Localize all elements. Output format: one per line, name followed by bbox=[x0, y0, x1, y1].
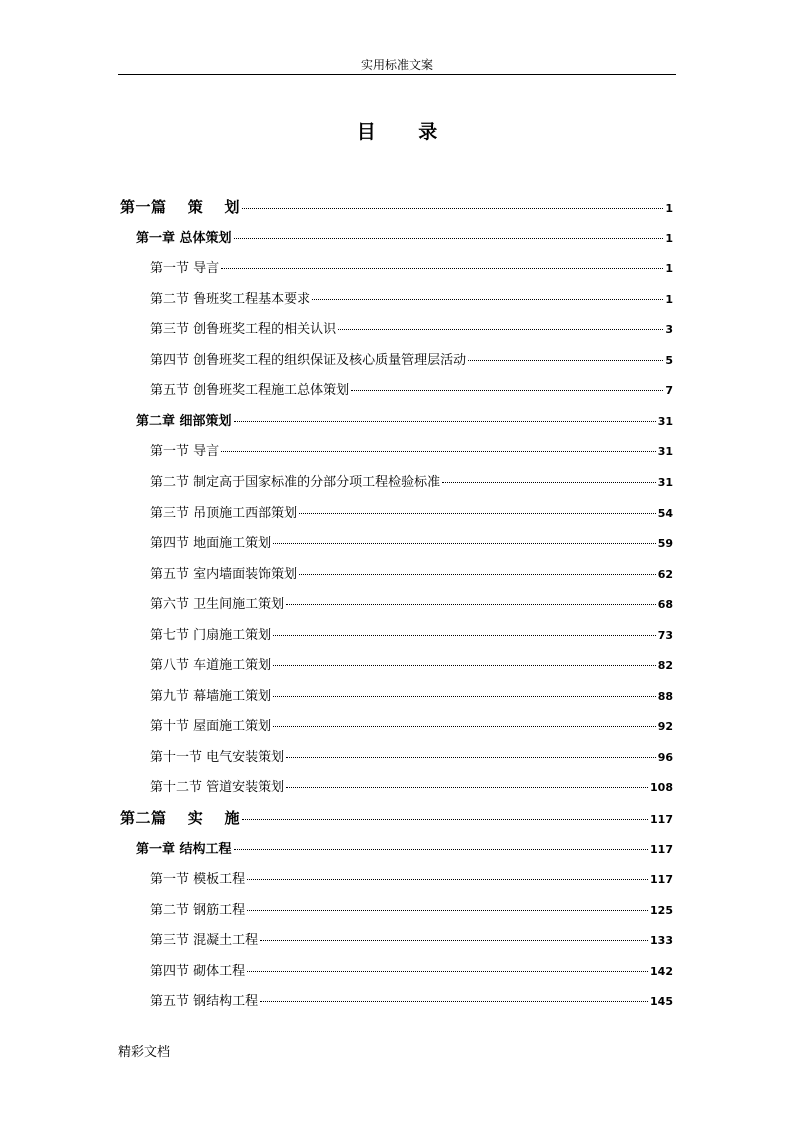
toc-entry-page-number: 96 bbox=[657, 751, 673, 764]
toc-entry-page-number: 145 bbox=[650, 995, 673, 1008]
toc-entry-label: 第九节 幕墙施工策划 bbox=[150, 689, 272, 704]
toc-leader-dots bbox=[299, 574, 656, 575]
toc-entry-page-number: 82 bbox=[657, 659, 673, 672]
toc-entry-label: 第十一节 电气安装策划 bbox=[150, 750, 285, 765]
toc-entry-page-number: 31 bbox=[657, 415, 673, 428]
toc-entry-page-number: 88 bbox=[657, 690, 673, 703]
toc-entry-page-number: 133 bbox=[650, 934, 673, 947]
toc-entry-label: 第一节 模板工程 bbox=[150, 872, 246, 887]
toc-title: 目 录 bbox=[356, 121, 456, 143]
toc-entry[interactable] bbox=[136, 410, 673, 429]
toc-entry-label: 第一章 结构工程 bbox=[136, 842, 232, 857]
toc-leader-dots bbox=[247, 910, 648, 911]
toc-leader-dots bbox=[273, 635, 656, 636]
toc-leader-dots bbox=[273, 543, 656, 544]
toc-leader-dots bbox=[247, 879, 648, 880]
toc-entry-page-number: 1 bbox=[665, 232, 673, 245]
toc-leader-dots bbox=[286, 757, 656, 758]
toc-leader-dots bbox=[351, 390, 663, 391]
toc-entry-label: 第四节 地面施工策划 bbox=[150, 536, 272, 551]
toc-leader-dots bbox=[299, 513, 656, 514]
toc-leader-dots bbox=[221, 268, 663, 269]
header-rule bbox=[118, 74, 676, 75]
toc-entry-label: 第十二节 管道安装策划 bbox=[150, 780, 285, 795]
toc-entry-label: 第一节 导言 bbox=[150, 444, 220, 459]
toc-entry-page-number: 59 bbox=[657, 537, 673, 550]
toc-leader-dots bbox=[234, 238, 664, 239]
toc-entry-label: 第二篇 实 施 bbox=[120, 809, 240, 827]
toc-entry-page-number: 7 bbox=[665, 384, 673, 397]
toc-entry-label: 第七节 门扇施工策划 bbox=[150, 628, 272, 643]
toc-entry-page-number: 117 bbox=[650, 873, 673, 886]
toc-entry-label: 第五节 室内墙面装饰策划 bbox=[150, 567, 298, 582]
toc-entry-page-number: 1 bbox=[665, 202, 673, 215]
toc-entry-page-number: 142 bbox=[650, 965, 673, 978]
toc-entry[interactable] bbox=[150, 471, 673, 490]
toc-entry[interactable] bbox=[150, 349, 673, 368]
toc-entry[interactable] bbox=[150, 899, 673, 918]
toc-entry-label: 第三节 创鲁班奖工程的相关认识 bbox=[150, 322, 337, 337]
toc-entry[interactable] bbox=[150, 288, 673, 307]
toc-entry-page-number: 5 bbox=[665, 354, 673, 367]
toc-entry-page-number: 1 bbox=[665, 262, 673, 275]
toc-leader-dots bbox=[260, 940, 648, 941]
toc-entry[interactable] bbox=[120, 807, 673, 828]
toc-entry-label: 第二节 制定高于国家标准的分部分项工程检验标准 bbox=[150, 475, 441, 490]
toc-entry[interactable] bbox=[150, 929, 673, 948]
toc-leader-dots bbox=[468, 360, 663, 361]
toc-entry-page-number: 31 bbox=[657, 445, 673, 458]
toc-entry[interactable] bbox=[150, 746, 673, 765]
toc-entry[interactable] bbox=[136, 227, 673, 246]
toc-entry[interactable] bbox=[150, 593, 673, 612]
toc-entry-page-number: 31 bbox=[657, 476, 673, 489]
toc-entry[interactable] bbox=[150, 960, 673, 979]
toc-entry-page-number: 117 bbox=[650, 843, 673, 856]
toc-leader-dots bbox=[442, 482, 656, 483]
toc-entry-label: 第三节 混凝土工程 bbox=[150, 933, 259, 948]
toc-entry[interactable] bbox=[150, 318, 673, 337]
toc-entry-label: 第四节 创鲁班奖工程的组织保证及核心质量管理层活动 bbox=[150, 353, 467, 368]
toc-entry-page-number: 54 bbox=[657, 507, 673, 520]
toc-leader-dots bbox=[221, 451, 656, 452]
toc-entry-label: 第一节 导言 bbox=[150, 261, 220, 276]
toc-entry-label: 第三节 吊顶施工西部策划 bbox=[150, 506, 298, 521]
toc-leader-dots bbox=[234, 421, 656, 422]
toc-entry-page-number: 108 bbox=[650, 781, 673, 794]
toc-entry[interactable] bbox=[150, 868, 673, 887]
toc-entry-label: 第四节 砌体工程 bbox=[150, 964, 246, 979]
toc-leader-dots bbox=[273, 696, 656, 697]
toc-entry-label: 第二节 鲁班奖工程基本要求 bbox=[150, 292, 311, 307]
toc-entry-label: 第一篇 策 划 bbox=[120, 198, 240, 216]
toc-leader-dots bbox=[242, 819, 648, 820]
toc-entry[interactable] bbox=[136, 838, 673, 857]
toc-entry[interactable] bbox=[150, 440, 673, 459]
page-header: 实用标准文案 bbox=[360, 58, 433, 72]
toc-entry[interactable] bbox=[150, 685, 673, 704]
toc-entry[interactable] bbox=[150, 563, 673, 582]
toc-leader-dots bbox=[312, 299, 663, 300]
page-footer: 精彩文档 bbox=[118, 1045, 171, 1060]
toc-leader-dots bbox=[247, 971, 648, 972]
toc-entry-label: 第二节 钢筋工程 bbox=[150, 903, 246, 918]
toc-entry-label: 第二章 细部策划 bbox=[136, 414, 232, 429]
toc-entry-page-number: 73 bbox=[657, 629, 673, 642]
toc-entry-page-number: 117 bbox=[650, 813, 673, 826]
toc-entry-page-number: 1 bbox=[665, 293, 673, 306]
toc-entry-label: 第十节 屋面施工策划 bbox=[150, 719, 272, 734]
toc-entry-label: 第八节 车道施工策划 bbox=[150, 658, 272, 673]
toc-entry-label: 第一章 总体策划 bbox=[136, 231, 232, 246]
toc-entry[interactable] bbox=[120, 196, 673, 217]
toc-entry-label: 第五节 钢结构工程 bbox=[150, 994, 259, 1009]
toc-leader-dots bbox=[286, 787, 648, 788]
toc-entry[interactable] bbox=[150, 502, 673, 521]
toc-entry-page-number: 125 bbox=[650, 904, 673, 917]
toc-entry-label: 第六节 卫生间施工策划 bbox=[150, 597, 285, 612]
toc-entry[interactable] bbox=[150, 715, 673, 734]
toc-entry-page-number: 92 bbox=[657, 720, 673, 733]
toc-entry[interactable] bbox=[150, 532, 673, 551]
toc-leader-dots bbox=[286, 604, 656, 605]
toc-entry-page-number: 68 bbox=[657, 598, 673, 611]
toc-entry-page-number: 62 bbox=[657, 568, 673, 581]
toc-leader-dots bbox=[260, 1001, 648, 1002]
toc-leader-dots bbox=[273, 665, 656, 666]
toc-entry[interactable] bbox=[150, 379, 673, 398]
toc-entry[interactable] bbox=[150, 776, 673, 795]
toc-entry[interactable] bbox=[150, 654, 673, 673]
toc-leader-dots bbox=[338, 329, 663, 330]
toc-leader-dots bbox=[242, 208, 663, 209]
toc-leader-dots bbox=[273, 726, 656, 727]
toc-entry-page-number: 3 bbox=[665, 323, 673, 336]
toc-entry-label: 第五节 创鲁班奖工程施工总体策划 bbox=[150, 383, 350, 398]
toc-entry[interactable] bbox=[150, 257, 673, 276]
toc-entry[interactable] bbox=[150, 990, 673, 1009]
toc-leader-dots bbox=[234, 849, 649, 850]
toc-entry[interactable] bbox=[150, 624, 673, 643]
